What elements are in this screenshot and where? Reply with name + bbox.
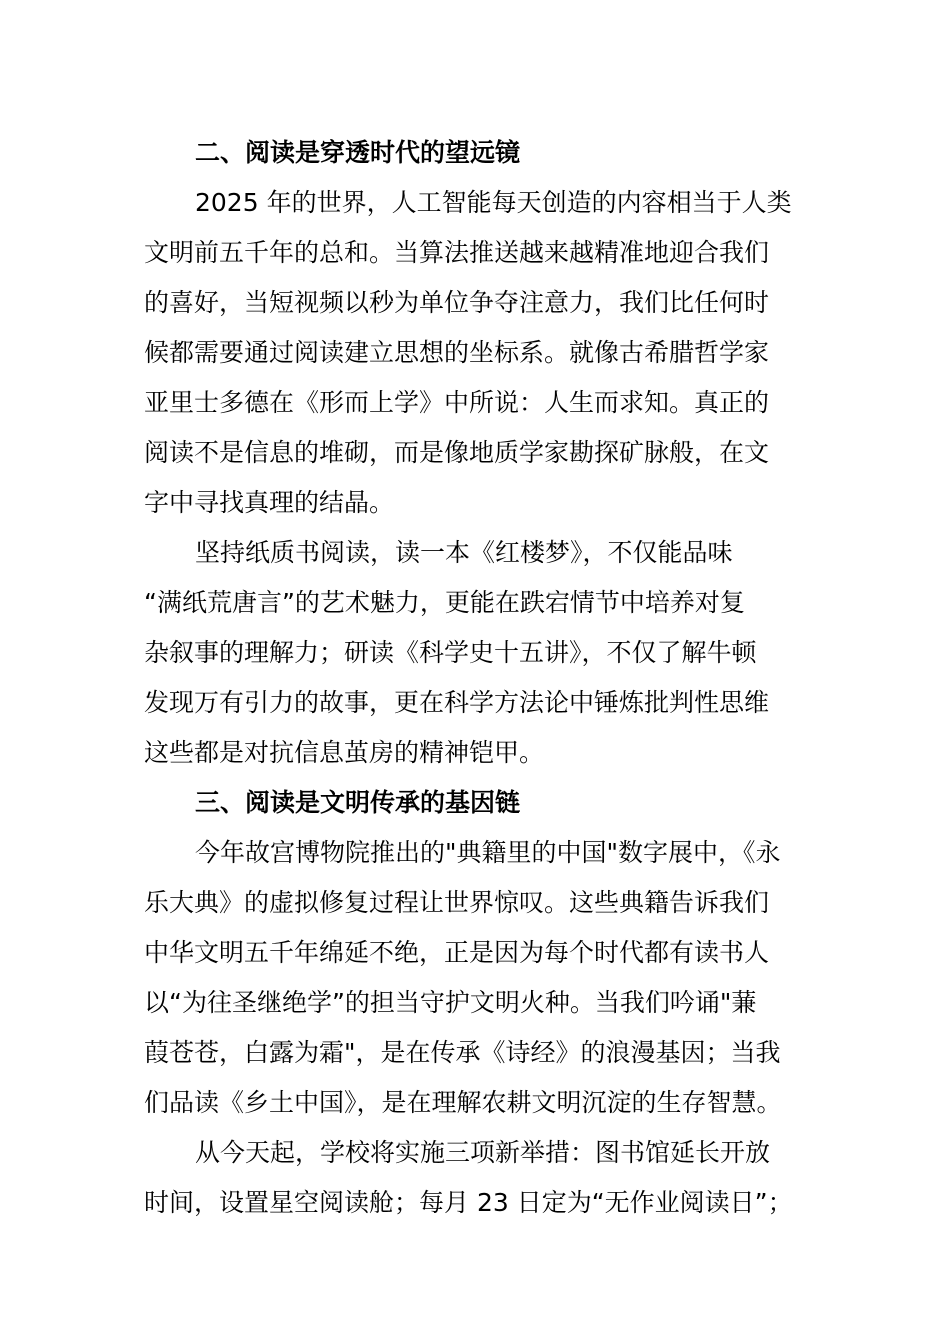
paragraph-line: 葭苍苍，白露为霜"，是在传承《诗经》的浪漫基因；当我 [144,1038,781,1067]
paragraph-line: 2025 年的世界，人工智能每天创造的内容相当于人类 [195,188,792,217]
paragraph-2-1 [144,178,806,528]
paragraph-line: 今年故宫博物院推出的"典籍里的中国"数字展中，《永 [195,838,781,867]
paragraph-line: 从今天起，学校将实施三项新举措：图书馆延长开放 [195,1138,771,1167]
paragraph-line: 文明前五千年的总和。当算法推送越来越精准地迎合我们 [144,238,770,267]
paragraph-line: 字中寻找真理的结晶。 [144,488,395,517]
paragraph-line: 以“为往圣继绝学”的担当守护文明火种。当我们吟诵"蒹 [144,988,757,1017]
paragraph-line: 发现万有引力的故事，更在科学方法论中锤炼批判性思维 [144,688,770,717]
paragraph-3-1 [144,828,806,1128]
paragraph-line: 杂叙事的理解力；研读《科学史十五讲》，不仅了解牛顿 [144,638,757,667]
paragraph-line: 中华文明五千年绵延不绝，正是因为每个时代都有读书人 [144,938,770,967]
section-heading-3: 三、阅读是文明传承的基因链 [195,788,521,817]
section-heading-2: 二、阅读是穿透时代的望远镜 [195,138,521,167]
paragraph-line: 时间，设置星空阅读舱；每月 23 日定为“无作业阅读日”； [144,1188,793,1217]
paragraph-line: “满纸荒唐言”的艺术魅力，更能在跌宕情节中培养对复 [144,588,745,617]
paragraph-line: 乐大典》的虚拟修复过程让世界惊叹。这些典籍告诉我们 [144,888,770,917]
paragraph-line: 阅读不是信息的堆砌，而是像地质学家勘探矿脉般，在文 [144,438,770,467]
paragraph-line: 的喜好，当短视频以秒为单位争夺注意力，我们比任何时 [144,288,770,317]
paragraph-line: 坚持纸质书阅读，读一本《红楼梦》，不仅能品味 [195,538,733,567]
paragraph-2-2 [144,528,806,778]
paragraph-line: 这些都是对抗信息茧房的精神铠甲。 [144,738,545,767]
paragraph-line: 们品读《乡土中国》，是在理解农耕文明沉淀的生存智慧。 [144,1088,782,1117]
paragraph-line: 亚里士多德在《形而上学》中所说：人生而求知。真正的 [144,388,770,417]
paragraph-3-2 [144,1128,806,1228]
paragraph-line: 候都需要通过阅读建立思想的坐标系。就像古希腊哲学家 [144,338,770,367]
document-body [144,128,806,1228]
